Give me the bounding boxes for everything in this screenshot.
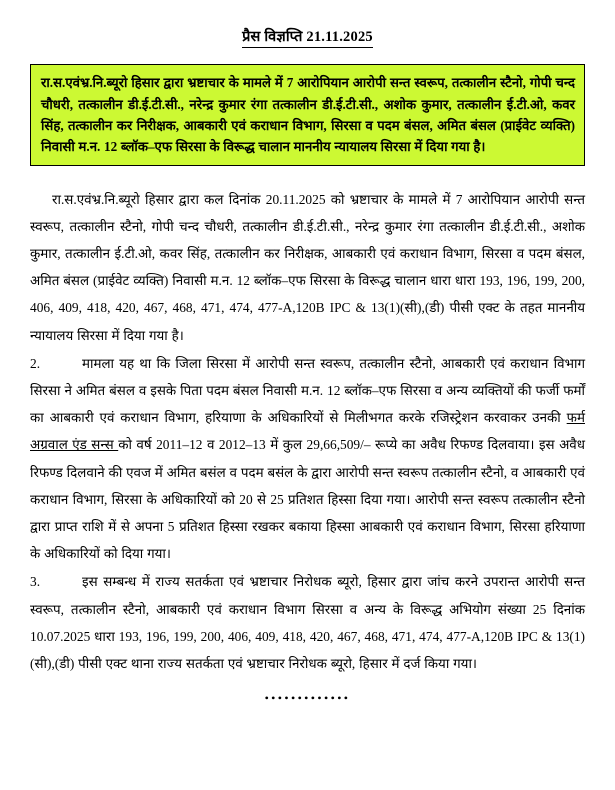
highlight-summary-text: रा.स.एवंभ्र.नि.ब्यूरो हिसार द्वारा भ्रष्टाचार के मामले में 7 आरोपियान आरोपी सन्त स्वरूप, तत्कालीन स्टैनो, गोपी चन्द चौधरी, तत्कालीन डी.ई.टी.सी., नरेन्द्र कुमार रंगा तत्कालीन डी.ई.टी.सी., अशोक कुमार, तत्कालीन ई.टी.ओ, कवर सिंह, तत्कालीन कर निरीक्षक, आबकारी एवं कराधान विभाग, सिरसा व पदम बंसल, अमित बंसल (प्राईवेट व्यक्ति) निवासी म.न. 12 ब्लॉक–एफ सिरसा के विरूद्ध चालान माननीय न्यायालय सिरसा में दिया गया है। bbox=[41, 75, 575, 155]
paragraph-1: रा.स.एवंभ्र.नि.ब्यूरो हिसार द्वारा कल दिनांक 20.11.2025 को भ्रष्टाचार के मामले में 7 आरोपियान आरोपी सन्त स्वरूप, तत्कालीन स्टैनो, गोपी चन्द चौधरी, तत्कालीन डी.ई.टी.सी., नरेन्द्र कुमार रंगा तत्कालीन डी.ई.टी.सी., अशोक कुमार, तत्कालीन ई.टी.ओ, कवर सिंह, तत्कालीन कर निरीक्षक, आबकारी एवं कराधान विभाग, सिरसा व पदम बंसल, अमित बंसल (प्राईवेट व्यक्ति) निवासी म.न. 12 ब्लॉक–एफ सिरसा के विरूद्ध चालान धारा धारा 193, 196, 199, 200, 406, 409, 418, 420, 467, 468, 471, 474, 477-A,120B IPC & 13(1)(सी),(डी) पीसी एक्ट के तहत माननीय न्यायालय सिरसा में दिया गया है। bbox=[30, 191, 585, 343]
body-content bbox=[30, 186, 585, 678]
highlight-summary-box bbox=[30, 64, 585, 166]
page-title: प्रैस विज्ञप्ति 21.11.2025 bbox=[242, 28, 373, 48]
paragraph-2-number: 2. bbox=[30, 355, 41, 371]
paragraph-3 bbox=[30, 568, 585, 677]
paragraph-2 bbox=[30, 350, 585, 568]
paragraph-2-text-part1: मामला यह था कि जिला सिरसा में आरोपी सन्त स्वरूप, तत्कालीन स्टैनो, आबकारी एवं कराधान विभाग सिरसा ने अमित बंसल व इसके पिता पदम बंसल निवासी म.न. 12 ब्लॉक–एफ सिरसा व अन्य व्यक्तियों की फर्जी फर्मों का आबकारी एवं कराधान विभाग, हरियाणा के अधिकारियों से मिलीभगत करके रजिस्ट्रेशन करवाकर उनकी bbox=[30, 355, 585, 426]
paragraph-3-text: इस सम्बन्ध में राज्य सतर्कता एवं भ्रष्टाचार निरोधक ब्यूरो, हिसार द्वारा जांच करने उपरान्त आरोपी सन्त स्वरूप, तत्कालीन स्टैनो, आबकारी एवं कराधान विभाग सिरसा व अन्य के विरूद्ध अभियोग संख्या 25 दिनांक 10.07.2025 धारा 193, 196, 199, 200, 406, 409, 418, 420, 467, 468, 471, 474, 477-A,120B IPC & 13(1)(सी),(डी) पीसी एक्ट थाना राज्य सतर्कता एवं भ्रष्टाचार निरोधक ब्यूरो, हिसार में दर्ज किया गया। bbox=[30, 574, 585, 672]
paragraph-2-firm-name-underlined: फर्म अग्रवाल एंड सन्स bbox=[30, 410, 585, 453]
paragraph-2-text-part2: को वर्ष 2011–12 व 2012–13 में कुल 29,66,509/– रूप्ये का अवैध रिफण्ड दिलवाया। इस अवैध रिफण्ड दिलवाने की एवज में अमित बसंल व पदम बसंल के द्वारा आरोपी सन्त स्वरूप तत्कालीन स्टैनो, व आबकारी एवं कराधान विभाग, सिरसा के अधिकारियों को 20 से 25 प्रतिशत हिस्सा दिया गया। आरोपी सन्त स्वरूप तत्कालीन स्टैनो द्वारा प्राप्त राशि में से अपना 5 प्रतिशत हिस्सा रखकर बकाया हिस्सा आबकारी एवं कराधान विभाग, सिरसा हरियाणा के अधिकारियों को दिया गया। bbox=[30, 437, 585, 562]
paragraph-3-number: 3. bbox=[30, 574, 41, 590]
footer-dot-separator: ••••••••••••• bbox=[264, 691, 351, 706]
title-container bbox=[30, 0, 585, 58]
